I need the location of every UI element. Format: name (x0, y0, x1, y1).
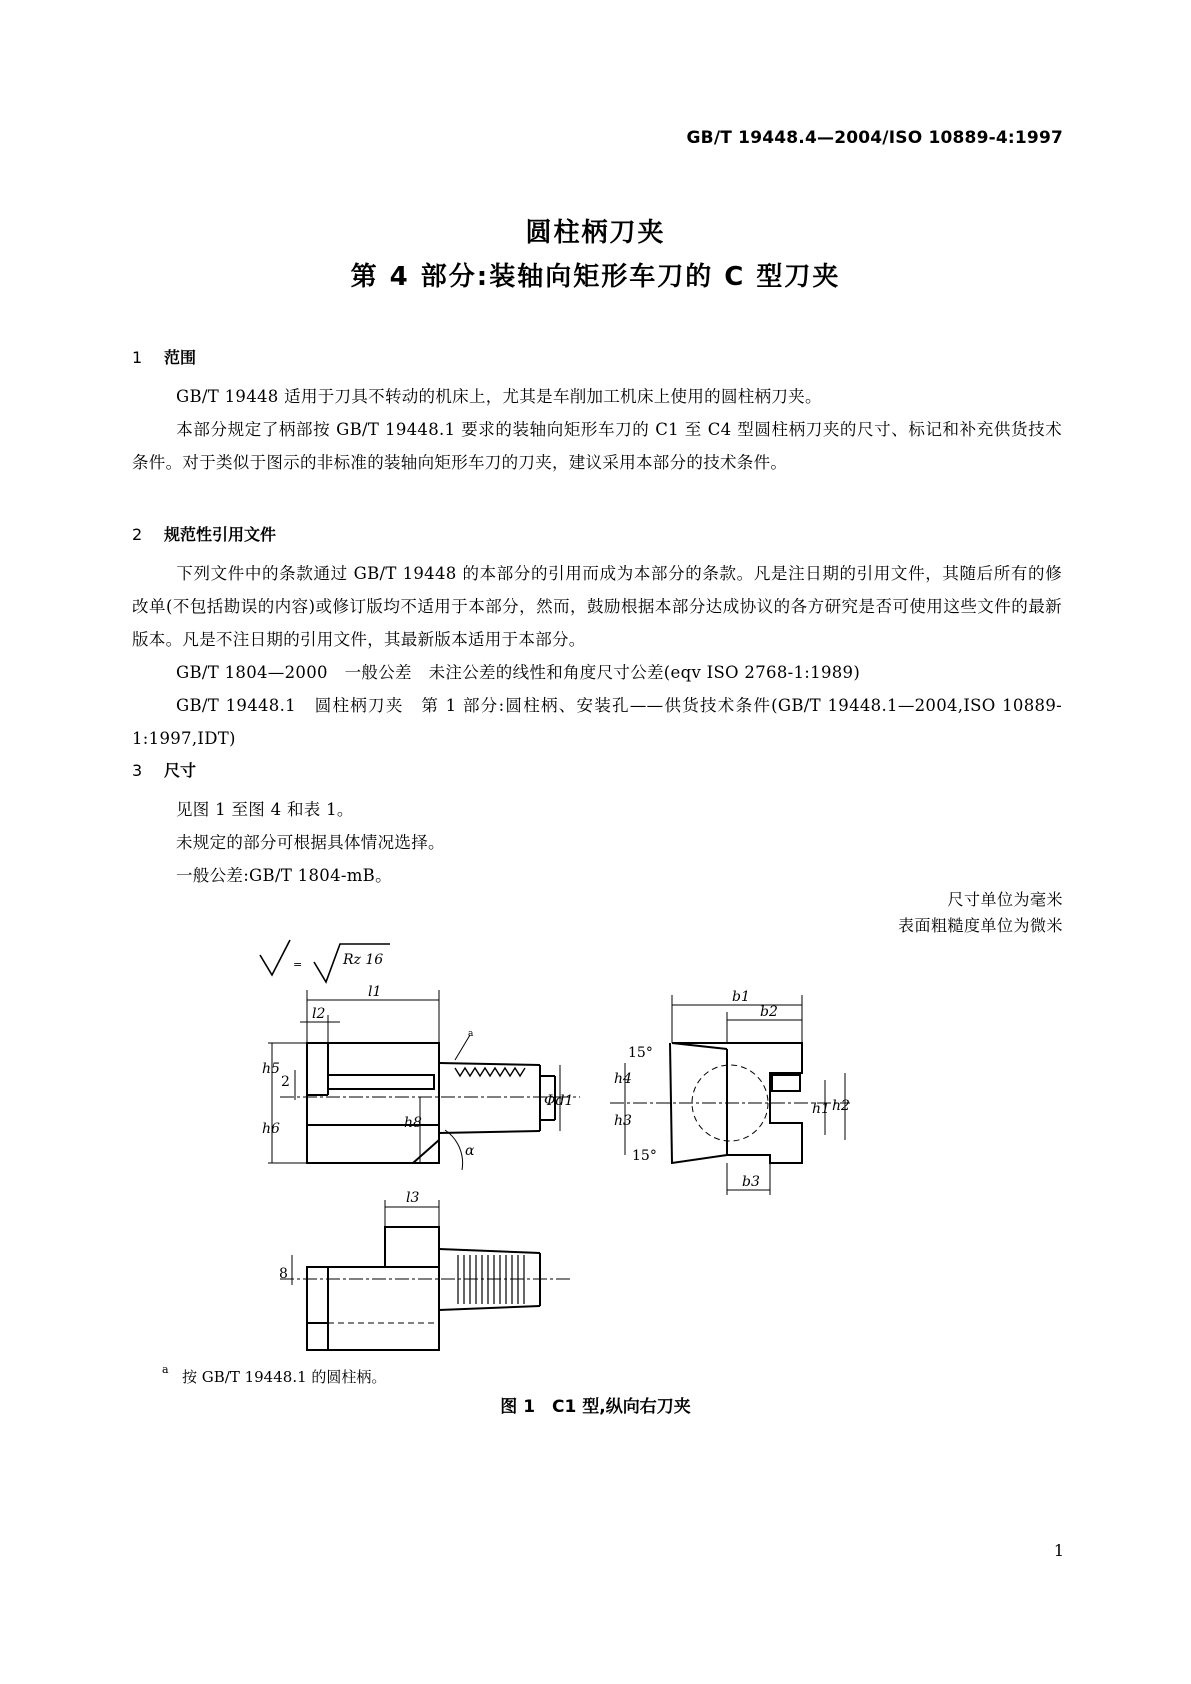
side-view (307, 1043, 555, 1163)
paragraph-text: 本部分规定了柄部按 GB/T 19448.1 要求的装轴向矩形车刀的 C1 至 C4 型圆柱柄刀夹的尺寸、标记和补充供货技术条件。对于类似于图示的非标准的装轴向矩形车刀的刀夹，建议采用本部分的技术条件。 (132, 420, 1062, 472)
dim-h3: h3 (614, 1113, 632, 1129)
paragraph-text: 下列文件中的条款通过 GB/T 19448 的本部分的引用而成为本部分的条款。凡是注日期的引用文件，其随后所有的修改单(不包括勘误的内容)或修订版均不适用于本部分，然而，鼓励根据本部分达成协议的各方研究是否可使用这些文件的最新版本。凡是不注日期的引用文件，其最新版本适用于本部分。 (132, 564, 1062, 649)
angle-top: 15° (628, 1045, 653, 1061)
title-line-1: 圆柱柄刀夹 (525, 218, 666, 248)
section-number: 1 (132, 348, 143, 367)
paragraph-line: 见图 1 至图 4 和表 1。 (176, 800, 354, 819)
footnote: 按 GB/T 19448.1 的圆柱柄。 (182, 1368, 387, 1386)
dim-h8: h8 (404, 1115, 422, 1131)
reference-text: GB/T 1804—2000 一般公差 未注公差的线性和角度尺寸公差(eqv ISO 2768-1:1989) (176, 663, 861, 682)
paragraph-text: GB/T 19448 适用于刀具不转动的机床上，尤其是车削加工机床上使用的圆柱柄刀夹。 (176, 387, 822, 406)
footnote-mark: a (162, 1363, 169, 1376)
dim-h1: h1 (812, 1101, 830, 1117)
dim-h6: h6 (262, 1121, 280, 1137)
reference-text: GB/T 19448.1 圆柱柄刀夹 第 1 部分:圆柱柄、安装孔——供货技术条件(GB/T 19448.1—2004,ISO 10889-1:1997,IDT) (132, 696, 1062, 748)
eq-sign: = (293, 958, 303, 971)
dim-b1: b1 (732, 989, 750, 1005)
dim-h4: h4 (614, 1071, 632, 1087)
section-number: 3 (132, 761, 143, 780)
dim-alpha: α (465, 1143, 475, 1159)
dim-8: 8 (279, 1266, 288, 1282)
bottom-view (307, 1227, 540, 1350)
note-mark: a (468, 1029, 474, 1039)
dim-2: 2 (281, 1074, 290, 1090)
dim-d1: Φd1 (544, 1093, 574, 1109)
section-title: 范围 (164, 348, 197, 367)
standard-number: GB/T 19448.4—2004/ISO 10889-4:1997 (686, 128, 1063, 148)
dim-h5: h5 (262, 1061, 280, 1077)
dim-l1: l1 (368, 984, 382, 1000)
dim-b2: b2 (760, 1004, 778, 1020)
unit-note-roughness: 表面粗糙度单位为微米 (897, 916, 1063, 935)
paragraph-line: 一般公差:GB/T 1804-mB。 (176, 866, 392, 885)
figure-caption: 图 1 C1 型,纵向右刀夹 (500, 1397, 691, 1417)
page-number: 1 (1053, 1541, 1064, 1560)
dim-b3: b3 (742, 1174, 760, 1190)
dim-l3: l3 (406, 1190, 420, 1206)
unit-note-dimension: 尺寸单位为毫米 (947, 890, 1063, 909)
paragraph-line: 未规定的部分可根据具体情况选择。 (176, 833, 445, 852)
section-title: 尺寸 (164, 761, 197, 780)
title-line-2: 第 4 部分:装轴向矩形车刀的 C 型刀夹 (350, 262, 841, 292)
roughness-value: Rz 16 (343, 952, 384, 968)
dim-h2: h2 (832, 1098, 850, 1114)
section-number: 2 (132, 525, 143, 544)
section-title: 规范性引用文件 (164, 525, 277, 544)
dim-l2: l2 (312, 1006, 326, 1022)
angle-bottom: 15° (632, 1148, 657, 1164)
